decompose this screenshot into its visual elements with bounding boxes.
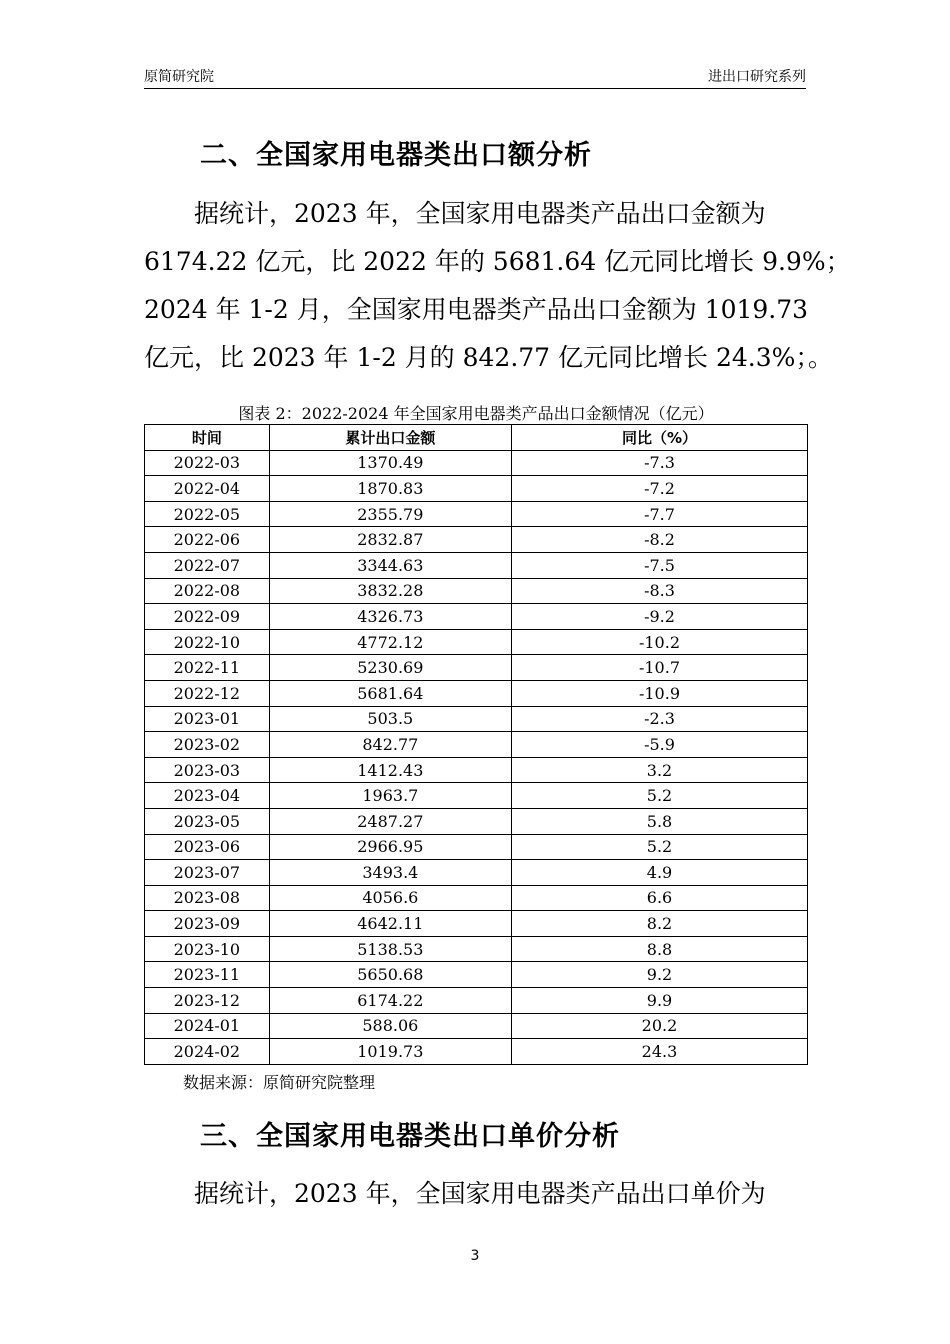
- cell-yoy: -8.3: [511, 578, 807, 604]
- header-cumulative-export: 累计出口金额: [269, 425, 511, 451]
- cell-cumulative-export: 2832.87: [269, 527, 511, 553]
- cell-cumulative-export: 5138.53: [269, 936, 511, 962]
- table-row: [145, 501, 808, 527]
- cell-time: 2022-08: [145, 578, 270, 604]
- data-source: 数据来源：原简研究院整理: [183, 1073, 376, 1092]
- cell-time: 2023-01: [145, 706, 270, 732]
- cell-time: 2023-09: [145, 911, 270, 937]
- table-row: [145, 629, 808, 655]
- cell-yoy: 5.2: [511, 834, 807, 860]
- cell-yoy: -7.7: [511, 501, 807, 527]
- paragraph-line: 2024 年 1-2 月，全国家用电器类产品出口金额为 1019.73: [144, 295, 809, 324]
- export-value-table: [144, 424, 808, 1065]
- cell-cumulative-export: 1963.7: [269, 783, 511, 809]
- cell-time: 2023-04: [145, 783, 270, 809]
- table-row: [145, 962, 808, 988]
- table-header-row: [145, 425, 808, 451]
- table-row: [145, 680, 808, 706]
- cell-cumulative-export: 3493.4: [269, 860, 511, 886]
- table-row: [145, 450, 808, 476]
- cell-yoy: -8.2: [511, 527, 807, 553]
- cell-yoy: -7.5: [511, 552, 807, 578]
- cell-cumulative-export: 5650.68: [269, 962, 511, 988]
- cell-yoy: 3.2: [511, 757, 807, 783]
- section3-title: 三、全国家用电器类出口单价分析: [200, 1121, 620, 1152]
- table-row: [145, 706, 808, 732]
- cell-cumulative-export: 2966.95: [269, 834, 511, 860]
- table-row: [145, 808, 808, 834]
- paragraph-line: 亿元，比 2023 年 1-2 月的 842.77 亿元同比增长 24.3%；。: [144, 343, 833, 372]
- cell-time: 2024-02: [145, 1039, 270, 1065]
- header-yoy: 同比（%）: [511, 425, 807, 451]
- paragraph-line: 据统计，2023 年，全国家用电器类产品出口单价为: [144, 1179, 766, 1208]
- cell-time: 2023-10: [145, 936, 270, 962]
- table-row: [145, 988, 808, 1014]
- table-row: [145, 834, 808, 860]
- table-row: [145, 757, 808, 783]
- cell-time: 2022-12: [145, 680, 270, 706]
- cell-time: 2022-05: [145, 501, 270, 527]
- paragraph-line: 6174.22 亿元，比 2022 年的 5681.64 亿元同比增长 9.9%；: [144, 247, 851, 276]
- page-number: 3: [470, 1248, 480, 1264]
- table-row: [145, 860, 808, 886]
- cell-yoy: -5.9: [511, 732, 807, 758]
- table-row: [145, 578, 808, 604]
- table-row: [145, 885, 808, 911]
- header-series: 进出口研究系列: [708, 69, 806, 85]
- cell-time: 2022-10: [145, 629, 270, 655]
- cell-cumulative-export: 1870.83: [269, 476, 511, 502]
- cell-time: 2023-11: [145, 962, 270, 988]
- cell-time: 2022-11: [145, 655, 270, 681]
- cell-time: 2022-06: [145, 527, 270, 553]
- cell-cumulative-export: 1412.43: [269, 757, 511, 783]
- cell-yoy: -7.3: [511, 450, 807, 476]
- cell-yoy: 9.9: [511, 988, 807, 1014]
- cell-cumulative-export: 4326.73: [269, 604, 511, 630]
- header-time: 时间: [145, 425, 270, 451]
- table-row: [145, 552, 808, 578]
- table-caption: 图表 2：2022-2024 年全国家用电器类产品出口金额情况（亿元）: [238, 404, 714, 423]
- cell-cumulative-export: 2355.79: [269, 501, 511, 527]
- cell-time: 2023-12: [145, 988, 270, 1014]
- table-row: [145, 604, 808, 630]
- cell-time: 2022-07: [145, 552, 270, 578]
- cell-time: 2022-04: [145, 476, 270, 502]
- cell-yoy: -10.2: [511, 629, 807, 655]
- cell-yoy: 5.8: [511, 808, 807, 834]
- cell-time: 2024-01: [145, 1013, 270, 1039]
- cell-cumulative-export: 2487.27: [269, 808, 511, 834]
- cell-cumulative-export: 3344.63: [269, 552, 511, 578]
- cell-yoy: -7.2: [511, 476, 807, 502]
- header-org: 原简研究院: [144, 69, 214, 85]
- cell-time: 2022-03: [145, 450, 270, 476]
- table-row: [145, 655, 808, 681]
- cell-cumulative-export: 842.77: [269, 732, 511, 758]
- cell-cumulative-export: 588.06: [269, 1013, 511, 1039]
- cell-time: 2023-06: [145, 834, 270, 860]
- cell-yoy: -2.3: [511, 706, 807, 732]
- cell-cumulative-export: 503.5: [269, 706, 511, 732]
- cell-cumulative-export: 4642.11: [269, 911, 511, 937]
- cell-cumulative-export: 4772.12: [269, 629, 511, 655]
- cell-cumulative-export: 1370.49: [269, 450, 511, 476]
- section2-paragraph: [144, 190, 851, 382]
- cell-cumulative-export: 6174.22: [269, 988, 511, 1014]
- cell-time: 2023-03: [145, 757, 270, 783]
- cell-time: 2023-07: [145, 860, 270, 886]
- cell-yoy: 20.2: [511, 1013, 807, 1039]
- cell-time: 2022-09: [145, 604, 270, 630]
- section3-paragraph: [144, 1170, 808, 1218]
- cell-yoy: 8.8: [511, 936, 807, 962]
- cell-yoy: -10.9: [511, 680, 807, 706]
- table-row: [145, 783, 808, 809]
- cell-yoy: 4.9: [511, 860, 807, 886]
- table-row: [145, 732, 808, 758]
- section2-title: 二、全国家用电器类出口额分析: [200, 140, 592, 171]
- cell-yoy: -10.7: [511, 655, 807, 681]
- table-row: [145, 1039, 808, 1065]
- cell-cumulative-export: 3832.28: [269, 578, 511, 604]
- cell-yoy: -9.2: [511, 604, 807, 630]
- cell-yoy: 6.6: [511, 885, 807, 911]
- cell-yoy: 24.3: [511, 1039, 807, 1065]
- table-row: [145, 911, 808, 937]
- cell-yoy: 9.2: [511, 962, 807, 988]
- paragraph-line: 据统计，2023 年，全国家用电器类产品出口金额为: [144, 199, 766, 228]
- table-row: [145, 527, 808, 553]
- table-row: [145, 1013, 808, 1039]
- page-header: [144, 66, 806, 89]
- cell-cumulative-export: 4056.6: [269, 885, 511, 911]
- cell-cumulative-export: 1019.73: [269, 1039, 511, 1065]
- cell-time: 2023-08: [145, 885, 270, 911]
- cell-yoy: 5.2: [511, 783, 807, 809]
- cell-time: 2023-02: [145, 732, 270, 758]
- table-row: [145, 936, 808, 962]
- cell-time: 2023-05: [145, 808, 270, 834]
- cell-cumulative-export: 5681.64: [269, 680, 511, 706]
- cell-yoy: 8.2: [511, 911, 807, 937]
- cell-cumulative-export: 5230.69: [269, 655, 511, 681]
- table-row: [145, 476, 808, 502]
